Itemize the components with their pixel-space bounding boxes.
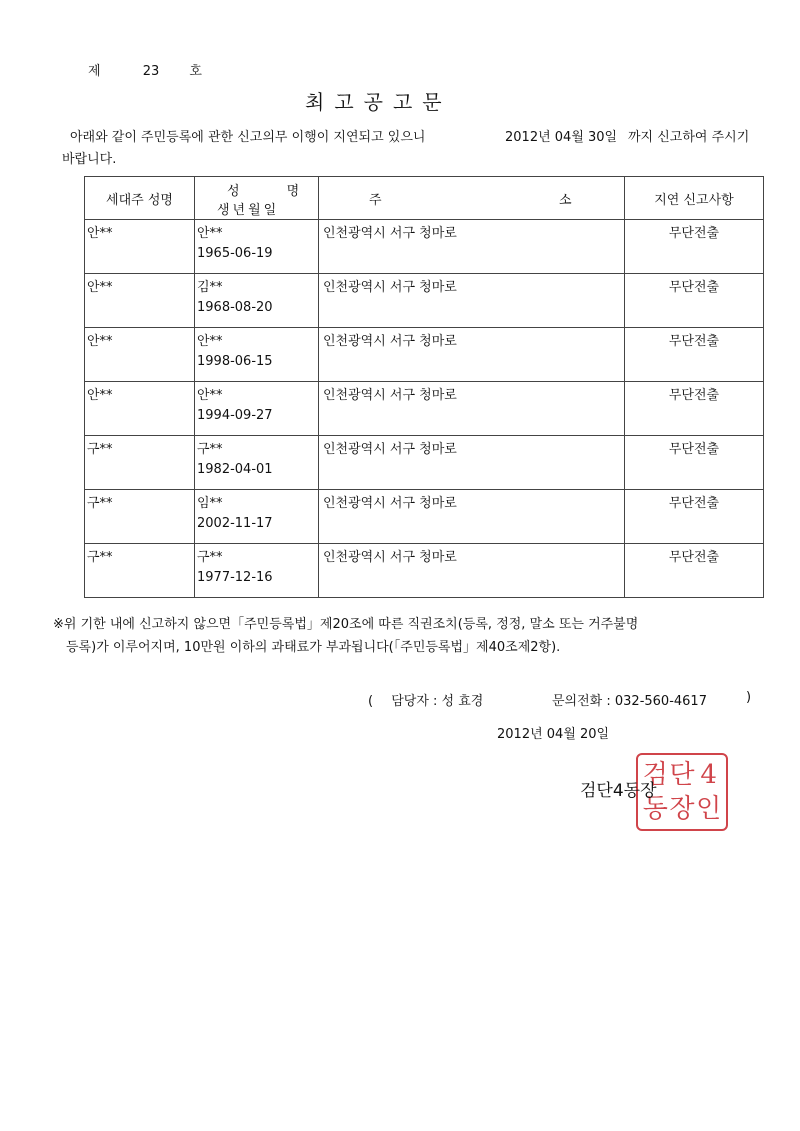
header-name-label <box>227 180 301 199</box>
header-birth-label: 생년월일 <box>217 203 280 218</box>
row-address: 인천광역시 서구 청마로 <box>323 550 457 565</box>
notice-line-2: 등록)가 이루어지며, 10만원 이하의 과태료가 부과됩니다(「주민등록법」제40조제2항). <box>66 640 561 655</box>
header-name-birth <box>195 177 319 220</box>
doc-no-suffix: 호 <box>189 64 202 79</box>
row-householder: 구** <box>87 442 113 457</box>
table-row <box>85 490 764 544</box>
contact-phone: 문의전화 : 032-560-4617 <box>552 694 707 709</box>
row-name: 구** <box>197 550 223 565</box>
seal-char: 4 <box>700 760 717 790</box>
row-address: 인천광역시 서구 청마로 <box>323 496 457 511</box>
intro-line-1-tail: 까지 신고하여 주시기 <box>628 130 750 145</box>
signer-title: 검단4동장 <box>580 781 657 801</box>
row-birth: 1998-06-15 <box>197 354 273 369</box>
row-birth: 2002-11-17 <box>197 516 273 531</box>
row-delayed: 무단전출 <box>668 442 720 457</box>
row-name: 안** <box>197 388 223 403</box>
table-row <box>85 382 764 436</box>
row-birth: 1968-08-20 <box>197 300 273 315</box>
header-name-right: 명 <box>286 184 302 199</box>
header-delayed-label: 지연 신고사항 <box>654 192 734 208</box>
seal-char: 동 <box>642 794 668 824</box>
row-address: 인천광역시 서구 청마로 <box>323 280 457 295</box>
contact-close-paren: ) <box>746 690 752 705</box>
row-address: 인천광역시 서구 청마로 <box>323 226 457 241</box>
table-row <box>85 274 764 328</box>
row-birth: 1977-12-16 <box>197 570 273 585</box>
table-row <box>85 220 764 274</box>
doc-no-value: 23 <box>142 64 160 79</box>
row-delayed: 무단전출 <box>668 280 720 295</box>
header-address-left: 주 <box>369 193 382 208</box>
row-birth: 1965-06-19 <box>197 246 273 261</box>
row-delayed: 무단전출 <box>668 226 720 241</box>
row-address: 인천광역시 서구 청마로 <box>323 442 457 457</box>
contact-staff: 담당자 : 성 효경 <box>391 694 484 709</box>
header-householder-label: 세대주 성명 <box>106 192 173 208</box>
seal-char: 단 <box>669 760 695 790</box>
table-row <box>85 544 764 598</box>
header-address <box>319 177 625 220</box>
notice-line-1: ※위 기한 내에 신고하지 않으면「주민등록법」제20조에 따른 직권조치(등록, 정정, 말소 또는 거주불명 <box>53 617 639 632</box>
document-number <box>88 60 202 79</box>
doc-no-prefix: 제 <box>88 64 101 79</box>
header-householder <box>85 177 195 220</box>
intro-deadline: 2012년 04월 30일 <box>505 130 618 145</box>
table-header-row <box>85 177 764 220</box>
row-delayed: 무단전출 <box>668 496 720 511</box>
row-address: 인천광역시 서구 청마로 <box>323 334 457 349</box>
row-name: 안** <box>197 226 223 241</box>
seal-char: 검 <box>642 760 668 790</box>
seal-char: 인 <box>696 794 722 824</box>
row-name: 김** <box>197 280 223 295</box>
row-householder: 안** <box>87 280 113 295</box>
row-address: 인천광역시 서구 청마로 <box>323 388 457 403</box>
table-row <box>85 328 764 382</box>
page-title: 최고공고문 <box>305 90 452 114</box>
row-householder: 구** <box>87 550 113 565</box>
delinquency-table <box>84 176 764 598</box>
table-row <box>85 436 764 490</box>
row-householder: 안** <box>87 334 113 349</box>
contact-open-paren: ( <box>368 694 374 709</box>
row-delayed: 무단전출 <box>668 550 720 565</box>
header-address-right: 소 <box>559 193 572 208</box>
row-householder: 안** <box>87 226 113 241</box>
row-delayed: 무단전출 <box>668 334 720 349</box>
row-birth: 1982-04-01 <box>197 462 273 477</box>
header-delayed <box>625 177 764 220</box>
row-birth: 1994-09-27 <box>197 408 273 423</box>
issue-date: 2012년 04월 20일 <box>497 727 610 742</box>
header-name-left: 성 <box>227 184 242 199</box>
row-name: 안** <box>197 334 223 349</box>
intro-line-2: 바랍니다. <box>62 152 117 167</box>
row-delayed: 무단전출 <box>668 388 720 403</box>
seal-char: 장 <box>669 794 695 824</box>
contact-info <box>368 690 752 709</box>
intro-line-1: 아래와 같이 주민등록에 관한 신고의무 이행이 지연되고 있으니 <box>70 130 426 145</box>
row-name: 임** <box>197 496 223 511</box>
row-name: 구** <box>197 442 223 457</box>
row-householder: 안** <box>87 388 113 403</box>
row-householder: 구** <box>87 496 113 511</box>
